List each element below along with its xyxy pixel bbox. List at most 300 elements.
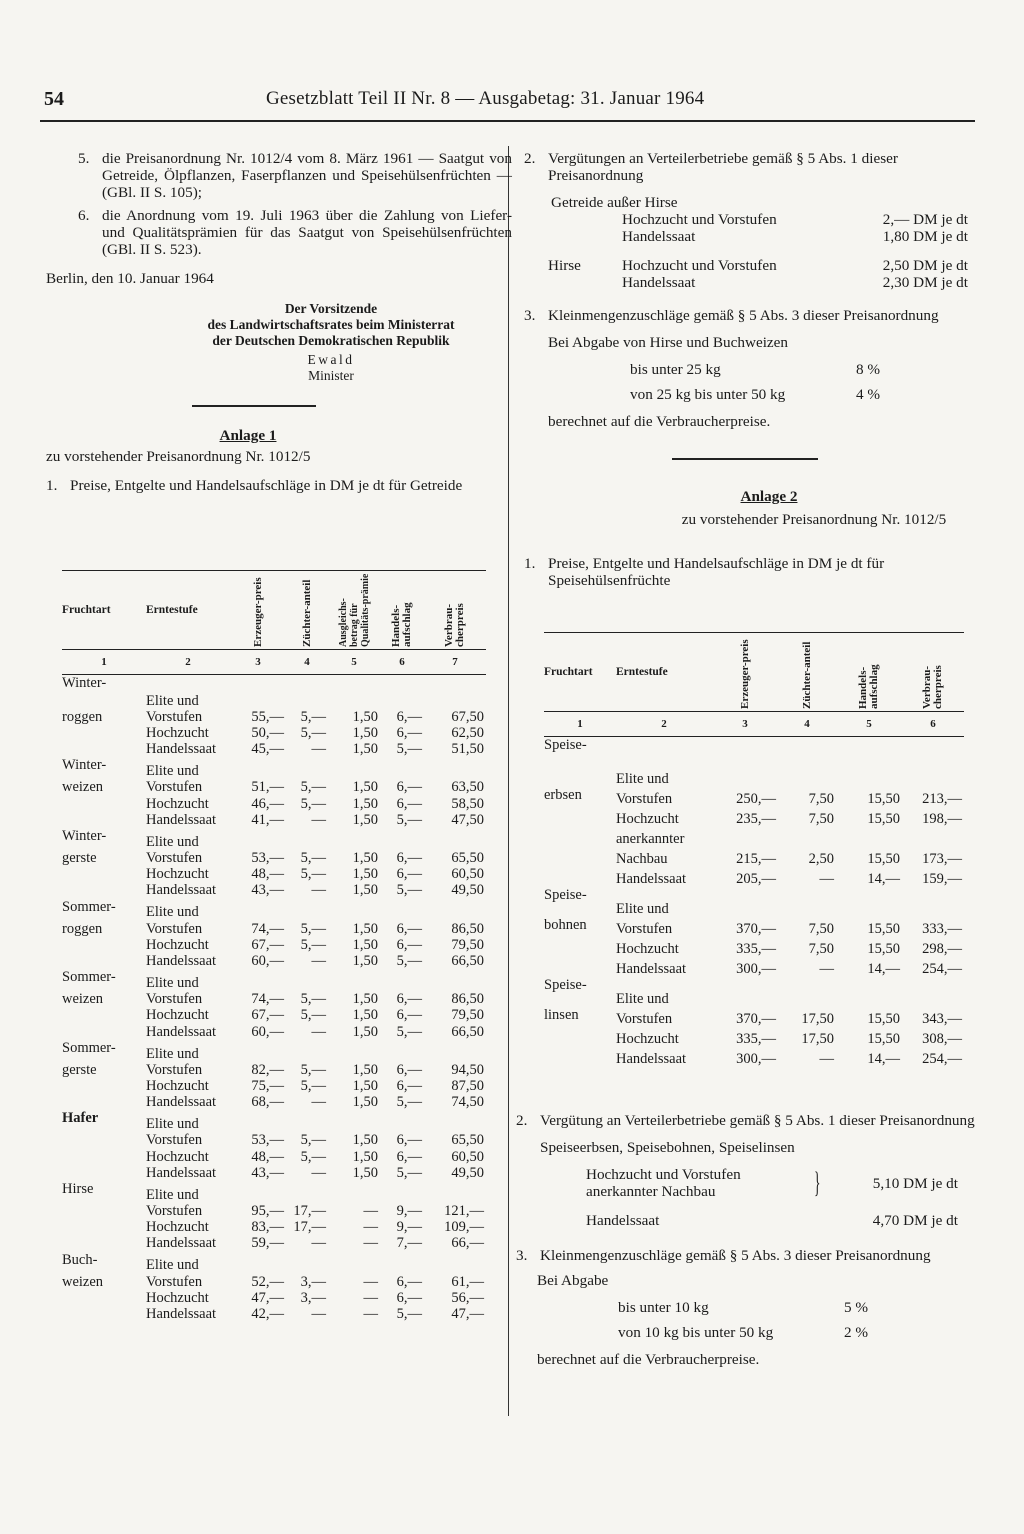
value-cell: 1,50 bbox=[352, 1148, 378, 1165]
value-cell bbox=[286, 1181, 328, 1203]
fruit-cell bbox=[62, 953, 146, 969]
value-cell: 3,— bbox=[300, 1289, 326, 1306]
item-number: 3. bbox=[516, 1247, 528, 1264]
group-value: 5,10 DM je dt bbox=[872, 1175, 958, 1192]
column-header: Handels-aufschlag bbox=[390, 602, 413, 647]
fruit-cell bbox=[62, 882, 146, 898]
fruit-cell: Winter- bbox=[62, 827, 107, 844]
stage-cell: Hochzucht bbox=[146, 795, 209, 812]
table-row bbox=[62, 969, 486, 991]
value-cell: 59,— bbox=[251, 1235, 284, 1252]
stage-label: Handelssaat bbox=[622, 228, 696, 245]
value-cell bbox=[778, 887, 836, 917]
value-cell: 48,— bbox=[251, 1148, 284, 1165]
value-cell bbox=[380, 899, 424, 921]
item-number: 2. bbox=[524, 150, 536, 167]
stage-cell: Vorstufen bbox=[616, 790, 673, 807]
table-row bbox=[62, 991, 486, 1007]
value-cell: 5,— bbox=[396, 882, 422, 899]
table-row bbox=[62, 1290, 486, 1306]
surcharge-value: 5 % bbox=[843, 1299, 868, 1316]
value-cell: 17,50 bbox=[801, 1010, 834, 1027]
value-cell: — bbox=[363, 1202, 378, 1219]
value-cell: 65,50 bbox=[451, 849, 484, 866]
signature-line: des Landwirtschaftsrates beim Ministerrat bbox=[207, 317, 455, 332]
value-cell: 5,— bbox=[300, 779, 326, 796]
value-cell bbox=[286, 969, 328, 991]
value-cell bbox=[380, 1040, 424, 1062]
table-row bbox=[544, 847, 964, 867]
value-cell: 9,— bbox=[396, 1219, 422, 1236]
value-cell: 1,50 bbox=[352, 1007, 378, 1024]
value-cell: 51,50 bbox=[451, 741, 484, 758]
table-row bbox=[544, 807, 964, 827]
fruit-cell bbox=[62, 1203, 146, 1219]
value-cell: 6,— bbox=[396, 779, 422, 796]
value-cell: 1,50 bbox=[352, 741, 378, 758]
value-cell: 5,— bbox=[300, 849, 326, 866]
item-text: die Anordnung vom 19. Juli 1963 über die Zahlung von Liefer- und Qualitätsprämien für das Saatgut von Speisehülsenfrüchten (GBl. II S. 523). bbox=[102, 207, 512, 258]
value-cell: 56,— bbox=[451, 1289, 484, 1306]
column-header: Erzeuger-preis bbox=[251, 577, 264, 647]
compensation-label: Handelssaat bbox=[586, 1212, 660, 1229]
table-row bbox=[544, 977, 964, 1007]
grouped-compensation bbox=[586, 1166, 958, 1202]
value-cell: 86,50 bbox=[451, 920, 484, 937]
value-cell: 198,— bbox=[922, 810, 962, 827]
value-cell: — bbox=[819, 1050, 834, 1067]
anlage-title: Anlage 1 bbox=[219, 427, 277, 444]
value-cell: 6,— bbox=[396, 920, 422, 937]
value-cell bbox=[230, 899, 286, 921]
value-cell: 6,— bbox=[396, 724, 422, 741]
compensation-row bbox=[548, 257, 968, 274]
stage-cell: Vorstufen bbox=[146, 849, 203, 866]
value-cell: 58,50 bbox=[451, 795, 484, 812]
stage-cell: Handelssaat bbox=[616, 870, 687, 887]
value-cell bbox=[836, 977, 902, 1007]
fruit-cell bbox=[62, 1306, 146, 1322]
column-header: Züchter-anteil bbox=[300, 579, 313, 647]
value-cell bbox=[712, 977, 778, 1007]
value-cell bbox=[380, 828, 424, 850]
column-header: Verbrau-cherpreis bbox=[921, 665, 944, 709]
fruit-cell: weizen bbox=[62, 991, 104, 1008]
column-header: Züchter-anteil bbox=[800, 641, 813, 709]
value-cell: 1,50 bbox=[352, 920, 378, 937]
group-line: anerkannter Nachbau bbox=[586, 1183, 716, 1200]
fruit-cell bbox=[544, 1047, 616, 1067]
value-cell bbox=[424, 969, 486, 991]
value-cell: 47,— bbox=[251, 1289, 284, 1306]
item-text: Preise, Entgelte und Handelsaufschläge in DM je dt für Getreide bbox=[70, 477, 463, 494]
value-cell: 300,— bbox=[736, 1050, 776, 1067]
fruit-cell bbox=[62, 1007, 146, 1023]
fruit-cell: Winter- bbox=[62, 675, 107, 692]
table-row bbox=[544, 867, 964, 887]
fruit-cell bbox=[62, 725, 146, 741]
value-cell: — bbox=[819, 960, 834, 977]
stage-cell: Hochzucht bbox=[146, 724, 209, 741]
fruit-cell: roggen bbox=[62, 708, 103, 725]
crop-label: Hirse bbox=[548, 257, 581, 274]
stage-cell: Hochzucht bbox=[146, 1289, 209, 1306]
table-row bbox=[62, 1252, 486, 1274]
sub-intro: Speiseerbsen, Speisebohnen, Speiselinsen bbox=[540, 1139, 795, 1156]
compensation-row bbox=[548, 228, 968, 245]
stage-cell: Handelssaat bbox=[146, 1023, 217, 1040]
value-cell bbox=[328, 828, 380, 850]
table-row bbox=[62, 828, 486, 850]
value-cell: 1,50 bbox=[352, 779, 378, 796]
compensation-row bbox=[548, 274, 968, 291]
stage-cell: Elite und bbox=[146, 763, 199, 780]
table-row bbox=[62, 741, 486, 757]
table-row bbox=[62, 725, 486, 741]
value-cell: 5,— bbox=[300, 1007, 326, 1024]
signature-role: Minister bbox=[308, 368, 354, 383]
value-cell: 47,50 bbox=[451, 811, 484, 828]
price-table-grain bbox=[62, 570, 486, 1322]
sub-intro: Bei Abgabe von Hirse und Buchweizen bbox=[548, 334, 788, 351]
column-number: 3 bbox=[742, 718, 748, 730]
value-cell bbox=[230, 1181, 286, 1203]
value-cell: 7,— bbox=[396, 1235, 422, 1252]
value-cell: 95,— bbox=[251, 1202, 284, 1219]
value-cell: 6,— bbox=[396, 849, 422, 866]
table-row bbox=[62, 1094, 486, 1110]
surcharge-value: 4 % bbox=[855, 386, 880, 403]
value-cell: 60,— bbox=[251, 952, 284, 969]
value-cell: 5,— bbox=[300, 991, 326, 1008]
fruit-cell: Sommer- bbox=[62, 1039, 116, 1056]
column-number: 5 bbox=[866, 718, 872, 730]
value-cell bbox=[230, 828, 286, 850]
value-cell: 5,— bbox=[396, 1164, 422, 1181]
item-number: 5. bbox=[78, 150, 90, 167]
fruit-cell: Speise- bbox=[544, 976, 587, 993]
value-cell: 17,— bbox=[293, 1202, 326, 1219]
value-cell: 62,50 bbox=[451, 724, 484, 741]
value-cell: 254,— bbox=[922, 1050, 962, 1067]
value-cell bbox=[286, 757, 328, 779]
value-cell: 254,— bbox=[922, 960, 962, 977]
value-cell: 250,— bbox=[736, 790, 776, 807]
value-cell bbox=[286, 675, 328, 709]
compensation-value: 2,— DM je dt bbox=[882, 211, 968, 228]
value-cell: 79,50 bbox=[451, 936, 484, 953]
item-number: 3. bbox=[524, 307, 536, 324]
value-cell: 6,— bbox=[396, 1061, 422, 1078]
fruit-cell bbox=[62, 1149, 146, 1165]
value-cell: 9,— bbox=[396, 1202, 422, 1219]
table-row bbox=[544, 957, 964, 977]
item-text: Vergütung an Verteilerbetriebe gemäß § 5 Abs. 1 dieser Preisanordnung bbox=[540, 1112, 975, 1129]
value-cell: 6,— bbox=[396, 936, 422, 953]
value-cell: 1,50 bbox=[352, 724, 378, 741]
value-cell: 65,50 bbox=[451, 1132, 484, 1149]
value-cell: 6,— bbox=[396, 708, 422, 725]
table-row bbox=[62, 1219, 486, 1235]
table-row bbox=[62, 1181, 486, 1203]
value-cell: 5,— bbox=[300, 920, 326, 937]
value-cell: 3,— bbox=[300, 1273, 326, 1290]
value-cell: 60,50 bbox=[451, 1148, 484, 1165]
value-cell: 14,— bbox=[867, 960, 900, 977]
value-cell bbox=[380, 969, 424, 991]
value-cell: 15,50 bbox=[867, 1010, 900, 1027]
value-cell bbox=[328, 1110, 380, 1132]
value-cell: 52,— bbox=[251, 1273, 284, 1290]
fruit-cell: roggen bbox=[62, 920, 103, 937]
table-row bbox=[62, 899, 486, 921]
column-number: 1 bbox=[101, 656, 107, 668]
value-cell: — bbox=[311, 1305, 326, 1322]
anlage-subtitle: zu vorstehender Preisanordnung Nr. 1012/5 bbox=[681, 511, 947, 528]
value-cell: 5,— bbox=[300, 1077, 326, 1094]
value-cell bbox=[328, 1040, 380, 1062]
table-row bbox=[62, 1165, 486, 1181]
stage-label: Hochzucht und Vorstufen bbox=[622, 257, 777, 274]
value-cell: 17,50 bbox=[801, 1030, 834, 1047]
table-row bbox=[62, 1110, 486, 1132]
value-cell bbox=[424, 1040, 486, 1062]
table-row bbox=[62, 1040, 486, 1062]
value-cell: 5,— bbox=[300, 1132, 326, 1149]
value-cell: 5,— bbox=[396, 1305, 422, 1322]
fruit-cell bbox=[62, 1132, 146, 1148]
value-cell: 67,50 bbox=[451, 708, 484, 725]
value-cell: 159,— bbox=[922, 870, 962, 887]
surcharge-value: 8 % bbox=[855, 361, 880, 378]
value-cell: 6,— bbox=[396, 1273, 422, 1290]
page-number: 54 bbox=[44, 88, 64, 110]
value-cell: 1,50 bbox=[352, 952, 378, 969]
table-row bbox=[62, 709, 486, 725]
value-cell: — bbox=[311, 1235, 326, 1252]
value-cell: 53,— bbox=[251, 1132, 284, 1149]
fruit-cell: weizen bbox=[62, 1273, 104, 1290]
value-cell: — bbox=[363, 1219, 378, 1236]
value-cell bbox=[230, 675, 286, 709]
value-cell: 6,— bbox=[396, 1132, 422, 1149]
fruit-cell: erbsen bbox=[544, 786, 582, 803]
value-cell bbox=[328, 1181, 380, 1203]
value-cell: 74,— bbox=[251, 920, 284, 937]
value-cell: 7,50 bbox=[808, 810, 834, 827]
stage-cell: Elite und bbox=[146, 1186, 199, 1203]
value-cell bbox=[230, 1040, 286, 1062]
stage-cell: Elite und bbox=[146, 904, 199, 921]
column-header: Erntestufe bbox=[616, 666, 668, 678]
value-cell bbox=[778, 977, 836, 1007]
stage-cell: Elite und bbox=[616, 770, 669, 787]
table-row bbox=[62, 1203, 486, 1219]
list-item bbox=[46, 477, 490, 494]
value-cell bbox=[380, 675, 424, 709]
value-cell: 6,— bbox=[396, 795, 422, 812]
stage-cell: Handelssaat bbox=[146, 1164, 217, 1181]
fruit-cell bbox=[544, 867, 616, 887]
stage-cell: Hochzucht bbox=[146, 1148, 209, 1165]
value-cell: 42,— bbox=[251, 1305, 284, 1322]
table-row bbox=[544, 787, 964, 807]
list-item bbox=[78, 207, 512, 258]
fruit-cell bbox=[62, 1024, 146, 1040]
value-cell: 41,— bbox=[251, 811, 284, 828]
value-cell: 79,50 bbox=[451, 1007, 484, 1024]
surcharge-label: von 25 kg bis unter 50 kg bbox=[630, 386, 786, 403]
anlage-title: Anlage 2 bbox=[740, 488, 798, 505]
value-cell bbox=[328, 757, 380, 779]
column-number: 5 bbox=[351, 656, 357, 668]
fruit-cell bbox=[62, 1235, 146, 1251]
value-cell: 74,50 bbox=[451, 1094, 484, 1111]
value-cell: 1,50 bbox=[352, 708, 378, 725]
fruit-cell: Winter- bbox=[62, 757, 107, 774]
table-row bbox=[62, 779, 486, 795]
compensation-value: 2,30 DM je dt bbox=[882, 274, 968, 291]
value-cell: 45,— bbox=[251, 741, 284, 758]
fruit-cell bbox=[544, 937, 616, 957]
value-cell bbox=[380, 1252, 424, 1274]
value-cell bbox=[712, 737, 778, 787]
value-cell: 370,— bbox=[736, 920, 776, 937]
list-item bbox=[524, 307, 994, 324]
column-header: Verbrau-cherpreis bbox=[443, 603, 466, 647]
column-number: 6 bbox=[930, 718, 936, 730]
value-cell: 5,— bbox=[396, 952, 422, 969]
table-row bbox=[544, 1027, 964, 1047]
stage-cell: Vorstufen bbox=[146, 1061, 203, 1078]
stage-cell: Vorstufen bbox=[146, 708, 203, 725]
stage-cell: Elite und bbox=[146, 1045, 199, 1062]
list-item bbox=[78, 150, 512, 201]
value-cell: 94,50 bbox=[451, 1061, 484, 1078]
table-row bbox=[62, 1306, 486, 1322]
table-row bbox=[544, 827, 964, 847]
table-body bbox=[62, 675, 486, 1322]
table-row bbox=[62, 1062, 486, 1078]
table-row bbox=[544, 917, 964, 937]
value-cell bbox=[328, 899, 380, 921]
value-cell: 5,— bbox=[300, 866, 326, 883]
value-cell: 5,— bbox=[300, 795, 326, 812]
value-cell: — bbox=[311, 1023, 326, 1040]
fruit-cell: linsen bbox=[544, 1006, 579, 1023]
value-cell: 5,— bbox=[300, 1148, 326, 1165]
value-cell: 1,50 bbox=[352, 1094, 378, 1111]
table-row bbox=[544, 737, 964, 787]
value-cell bbox=[230, 757, 286, 779]
value-cell: 300,— bbox=[736, 960, 776, 977]
value-cell: 75,— bbox=[251, 1077, 284, 1094]
sub-intro: Bei Abgabe bbox=[537, 1272, 609, 1289]
value-cell: 46,— bbox=[251, 795, 284, 812]
value-cell: 14,— bbox=[867, 1050, 900, 1067]
value-cell: 43,— bbox=[251, 882, 284, 899]
fruit-cell bbox=[62, 1219, 146, 1235]
fruit-cell bbox=[544, 827, 616, 847]
value-cell: 1,50 bbox=[352, 1061, 378, 1078]
fruit-cell: gerste bbox=[62, 1061, 97, 1078]
value-cell bbox=[424, 1252, 486, 1274]
value-cell: — bbox=[363, 1305, 378, 1322]
fruit-cell bbox=[62, 1094, 146, 1110]
fruit-cell bbox=[544, 807, 616, 827]
value-cell: 213,— bbox=[922, 790, 962, 807]
table-row bbox=[62, 937, 486, 953]
header-rule bbox=[40, 120, 975, 122]
value-cell: 63,50 bbox=[451, 779, 484, 796]
value-cell bbox=[424, 899, 486, 921]
value-cell: 83,— bbox=[251, 1219, 284, 1236]
value-cell: 55,— bbox=[251, 708, 284, 725]
value-cell: 86,50 bbox=[451, 991, 484, 1008]
compensation-rows bbox=[548, 211, 968, 291]
value-cell bbox=[778, 737, 836, 787]
item-text: Kleinmengenzuschläge gemäß § 5 Abs. 3 dieser Preisanordnung bbox=[540, 1247, 931, 1264]
value-cell: 1,50 bbox=[352, 795, 378, 812]
surcharge-rows bbox=[618, 1299, 868, 1341]
fruit-cell: Sommer- bbox=[62, 898, 116, 915]
table-row bbox=[62, 1024, 486, 1040]
value-cell: 7,50 bbox=[808, 940, 834, 957]
fruit-cell: Buch- bbox=[62, 1251, 98, 1268]
surcharge-label: bis unter 25 kg bbox=[630, 361, 721, 378]
stage-cell: Handelssaat bbox=[616, 1050, 687, 1067]
table-row bbox=[62, 1235, 486, 1251]
section-rule bbox=[672, 458, 818, 460]
stage-cell: Handelssaat bbox=[146, 811, 217, 828]
value-cell: 1,50 bbox=[352, 849, 378, 866]
column-number-row bbox=[62, 650, 486, 675]
value-cell: — bbox=[363, 1289, 378, 1306]
table-row bbox=[62, 882, 486, 898]
table-row bbox=[62, 812, 486, 828]
value-cell: 67,— bbox=[251, 1007, 284, 1024]
table-row bbox=[544, 1007, 964, 1027]
table-row bbox=[62, 1149, 486, 1165]
fruit-cell: Speise- bbox=[544, 737, 587, 754]
value-cell: 5,— bbox=[396, 1023, 422, 1040]
compensation-value: 4,70 DM je dt bbox=[872, 1212, 958, 1229]
column-number: 1 bbox=[577, 718, 583, 730]
table-body bbox=[544, 737, 964, 1067]
stage-cell: Handelssaat bbox=[146, 1094, 217, 1111]
value-cell bbox=[424, 675, 486, 709]
value-cell bbox=[902, 737, 964, 787]
stage-cell: Elite und bbox=[146, 833, 199, 850]
compensation-value: 1,80 DM je dt bbox=[882, 228, 968, 245]
value-cell: 17,— bbox=[293, 1219, 326, 1236]
stage-cell: Handelssaat bbox=[146, 741, 217, 758]
stage-cell: Hochzucht bbox=[146, 1007, 209, 1024]
value-cell: 1,50 bbox=[352, 991, 378, 1008]
stage-cell: Elite und bbox=[146, 692, 199, 709]
list-item bbox=[516, 1112, 980, 1129]
list-item bbox=[524, 555, 994, 589]
value-cell: 2,50 bbox=[808, 850, 834, 867]
column-number: 4 bbox=[304, 656, 310, 668]
item-text: die Preisanordnung Nr. 1012/4 vom 8. März 1961 — Saatgut von Getreide, Ölpflanzen, Faserpflanzen und Speisehülsenfrüchten — (GBl. II S. 105); bbox=[102, 150, 512, 201]
value-cell: 53,— bbox=[251, 849, 284, 866]
value-cell: 49,50 bbox=[451, 882, 484, 899]
fruit-cell bbox=[62, 812, 146, 828]
value-cell bbox=[778, 827, 836, 847]
value-cell: 15,50 bbox=[867, 850, 900, 867]
value-cell: — bbox=[819, 870, 834, 887]
